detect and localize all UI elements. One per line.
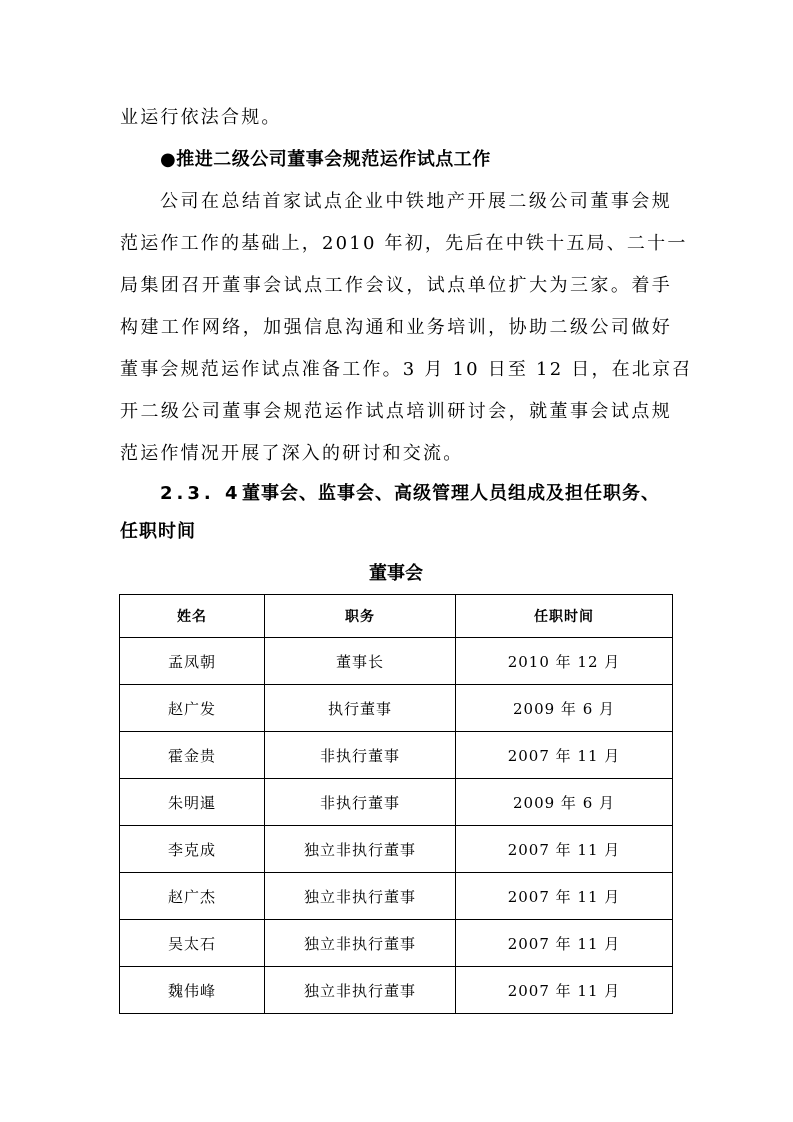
paragraph-line: 范运作工作的基础上，2010 年初，先后在中铁十五局、二十一 [120,233,688,254]
paragraph-line: 公司在总结首家试点企业中铁地产开展二级公司董事会规 [160,191,672,212]
section-title-line1: 董事会、监事会、高级管理人员组成及担任职务、 [242,483,660,504]
cell-name: 李克成 [120,826,265,873]
cell-name: 孟凤朝 [120,638,265,685]
cell-position: 独立非执行董事 [265,967,456,1014]
cell-term: 2007 年 11 月 [456,732,673,779]
board-of-directors-table [119,594,673,1014]
cell-name: 朱明暹 [120,779,265,826]
column-header-name: 姓名 [120,595,265,638]
cell-position: 独立非执行董事 [265,826,456,873]
cell-term: 2009 年 6 月 [456,779,673,826]
cell-position: 独立非执行董事 [265,920,456,967]
paragraph-tail: 业运行依法合规。 [120,107,282,128]
paragraph-line: 开二级公司董事会规范运作试点培训研讨会，就董事会试点规 [120,401,672,422]
table-header-row [120,595,673,638]
bullet-heading-text: 推进二级公司董事会规范运作试点工作 [176,149,491,170]
section-heading [160,482,672,506]
table-row [120,967,673,1014]
cell-term: 2007 年 11 月 [456,967,673,1014]
cell-position: 董事长 [265,638,456,685]
cell-name: 霍金贵 [120,732,265,779]
bullet-heading [160,148,680,172]
paragraph-line: 范运作情况开展了深入的研讨和交流。 [120,443,464,464]
paragraph-line: 董事会规范运作试点准备工作。3 月 10 日至 12 日，在北京召 [120,359,693,380]
table-row [120,685,673,732]
cell-name: 魏伟峰 [120,967,265,1014]
cell-position: 独立非执行董事 [265,873,456,920]
cell-term: 2007 年 11 月 [456,920,673,967]
table-row [120,920,673,967]
cell-term: 2009 年 6 月 [456,685,673,732]
table-row [120,638,673,685]
table-row [120,826,673,873]
paragraph-line: 构建工作网络，加强信息沟通和业务培训，协助二级公司做好 [120,317,672,338]
paragraph-line: 局集团召开董事会试点工作会议，试点单位扩大为三家。着手 [120,275,672,296]
cell-term: 2007 年 11 月 [456,826,673,873]
bullet-icon: ● [160,149,177,170]
table-row [120,873,673,920]
column-header-position: 职务 [265,595,456,638]
cell-position: 非执行董事 [265,732,456,779]
cell-position: 非执行董事 [265,779,456,826]
cell-name: 赵广发 [120,685,265,732]
table-caption: 董事会 [369,563,423,584]
cell-position: 执行董事 [265,685,456,732]
section-number: 2.3. 4 [160,483,242,504]
table-row [120,732,673,779]
cell-term: 2007 年 11 月 [456,873,673,920]
cell-name: 赵广杰 [120,873,265,920]
cell-name: 吴太石 [120,920,265,967]
table-row [120,779,673,826]
section-title-line2: 任职时间 [120,521,196,542]
cell-term: 2010 年 12 月 [456,638,673,685]
column-header-term: 任职时间 [456,595,673,638]
